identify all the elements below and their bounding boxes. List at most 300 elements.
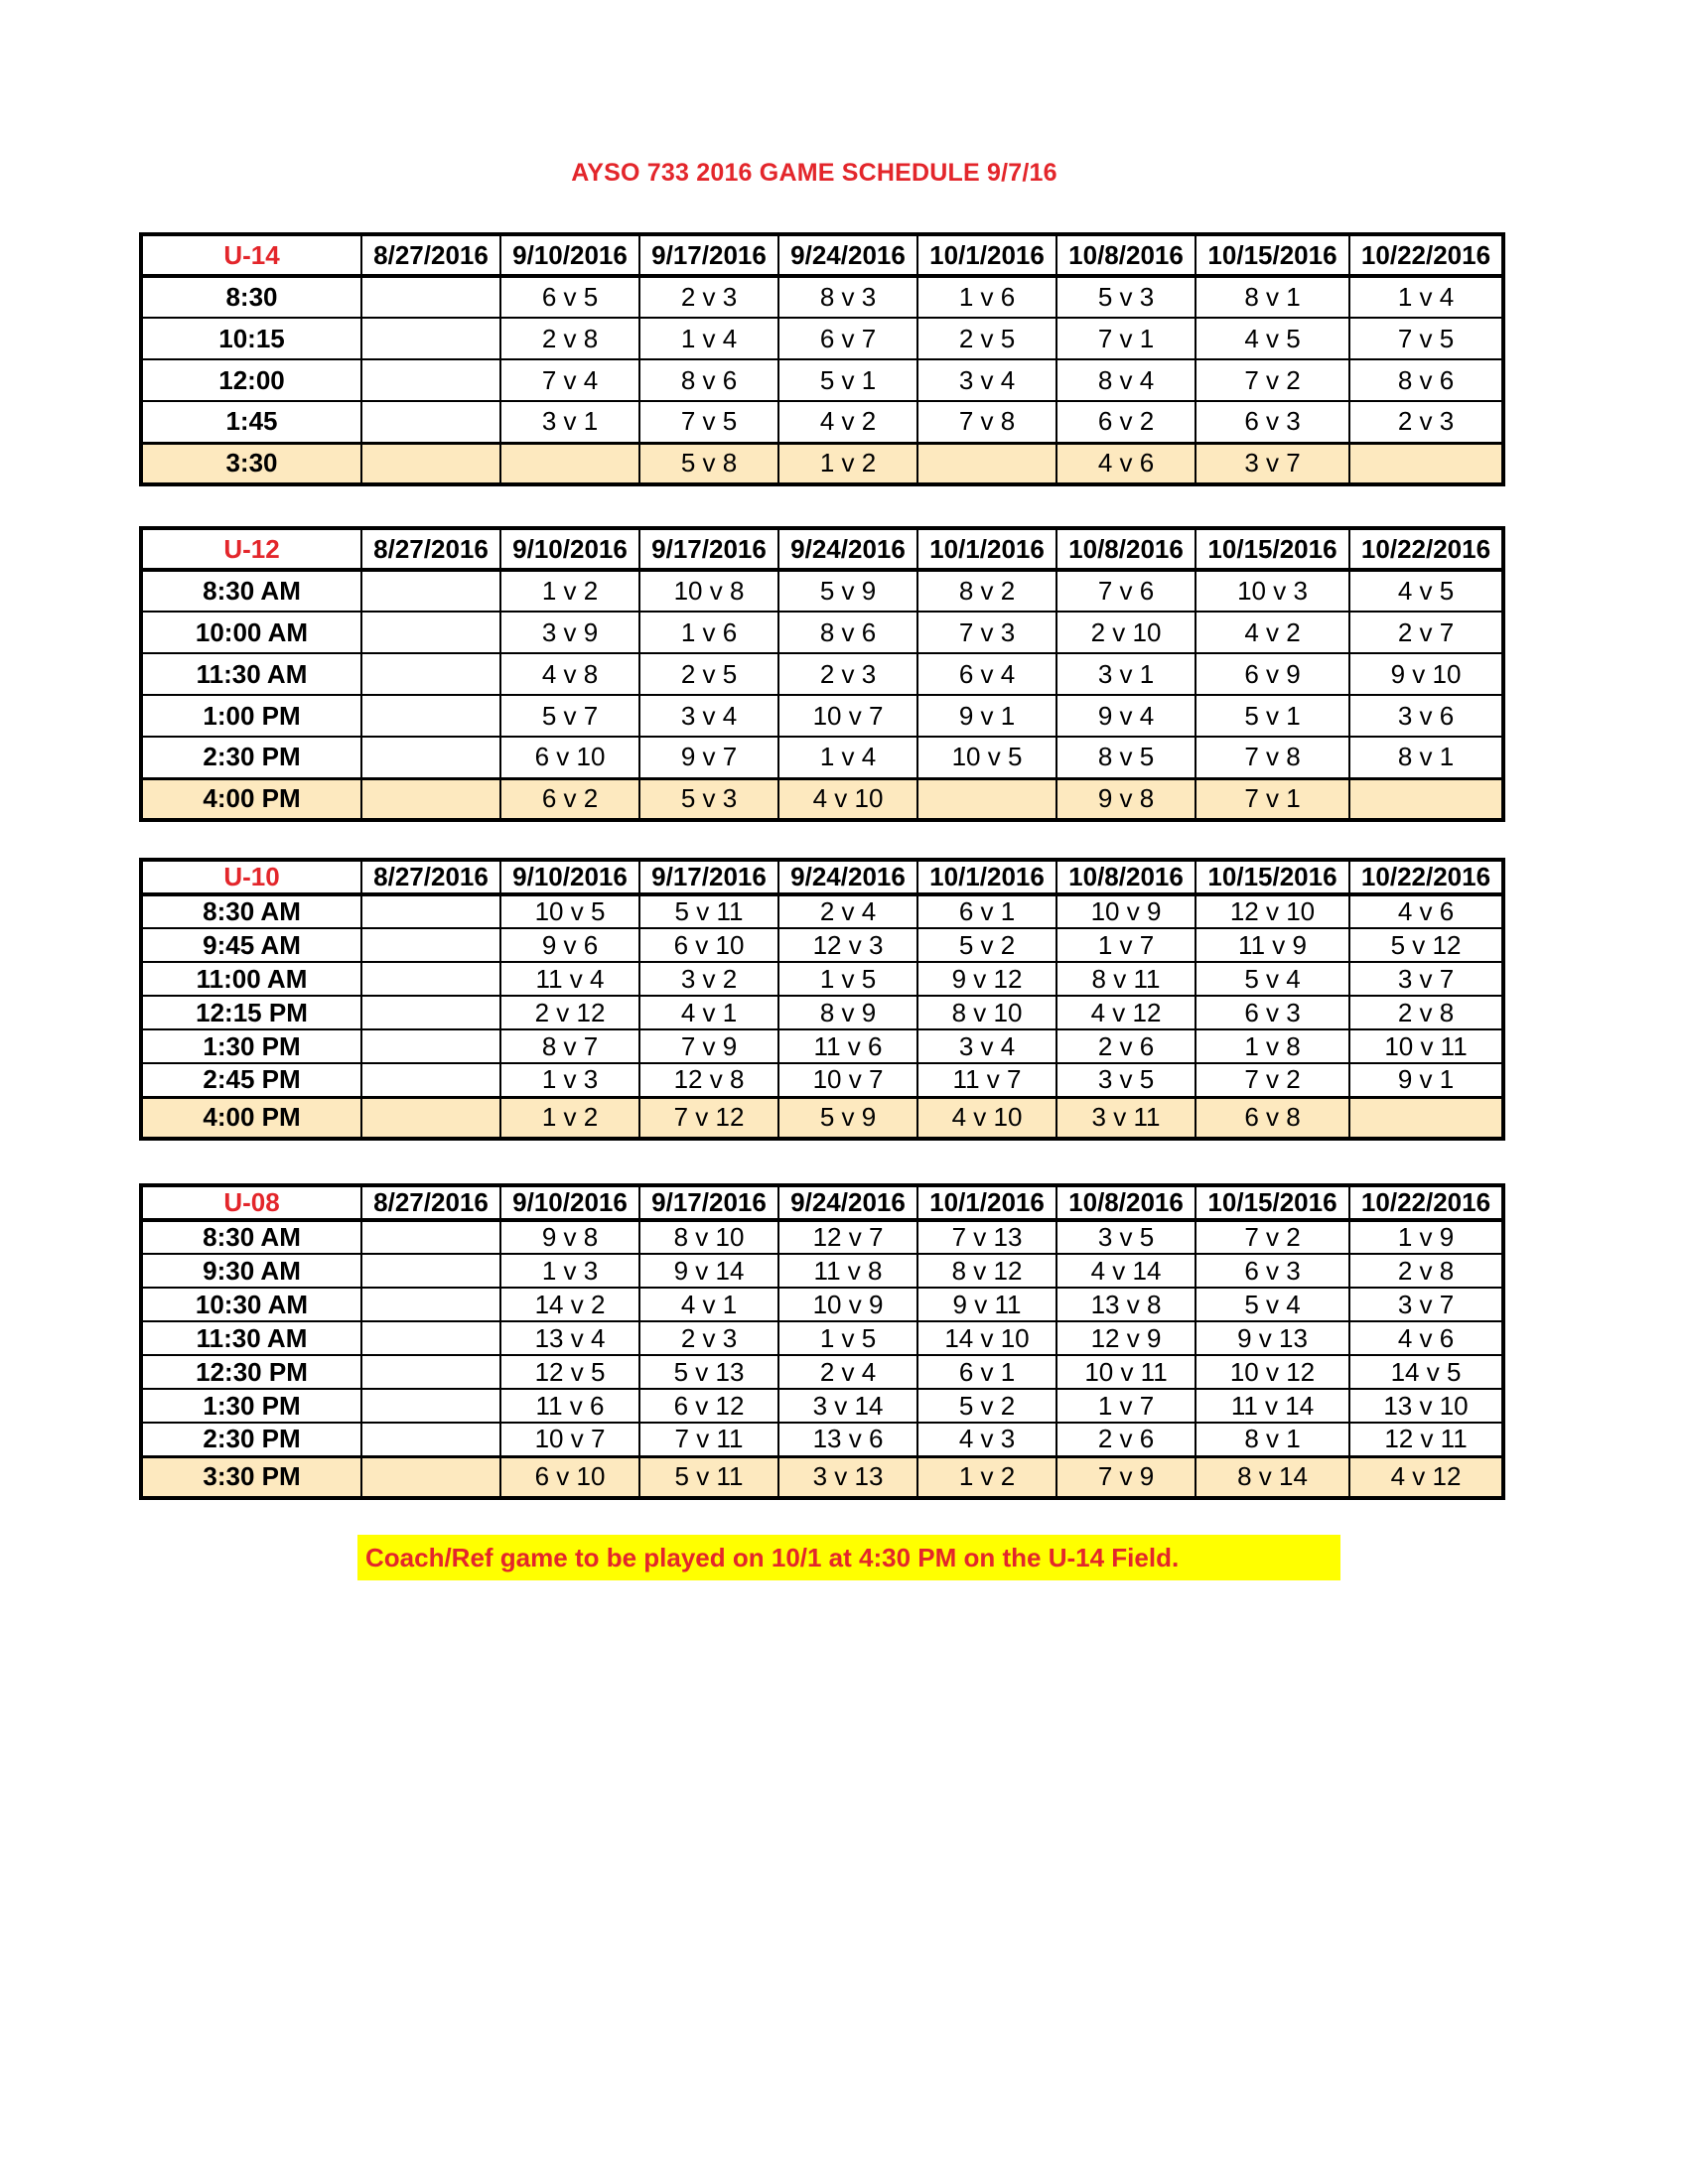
game-cell: 9 v 10 <box>1349 653 1503 695</box>
game-cell: 1 v 6 <box>917 276 1056 318</box>
game-cell: 1 v 3 <box>500 1254 639 1288</box>
game-cell: 5 v 2 <box>917 928 1056 962</box>
game-cell: 10 v 9 <box>778 1288 917 1321</box>
time-slot: 1:30 PM <box>141 1389 361 1423</box>
game-cell: 3 v 9 <box>500 612 639 653</box>
game-cell: 5 v 9 <box>778 570 917 612</box>
table-row <box>141 778 1503 820</box>
date-header: 10/1/2016 <box>917 1185 1056 1220</box>
game-cell <box>361 318 500 359</box>
game-cell: 9 v 13 <box>1196 1321 1349 1355</box>
time-slot: 12:15 PM <box>141 996 361 1029</box>
page-title: AYSO 733 2016 GAME SCHEDULE 9/7/16 <box>571 159 1057 187</box>
game-cell: 1 v 2 <box>500 570 639 612</box>
date-header: 10/15/2016 <box>1196 860 1349 894</box>
game-cell: 6 v 3 <box>1196 1254 1349 1288</box>
game-cell: 11 v 9 <box>1196 928 1349 962</box>
game-cell: 5 v 4 <box>1196 1288 1349 1321</box>
table-row <box>141 612 1503 653</box>
schedule-table-u14 <box>139 232 1505 486</box>
table-row <box>141 962 1503 996</box>
game-cell <box>500 443 639 484</box>
game-cell: 2 v 6 <box>1056 1029 1196 1063</box>
time-slot: 8:30 <box>141 276 361 318</box>
game-cell: 1 v 7 <box>1056 928 1196 962</box>
game-cell: 2 v 3 <box>1349 401 1503 443</box>
game-cell: 2 v 12 <box>500 996 639 1029</box>
schedule-table-u08 <box>139 1183 1505 1500</box>
game-cell: 9 v 11 <box>917 1288 1056 1321</box>
game-cell: 5 v 3 <box>639 778 778 820</box>
date-header: 8/27/2016 <box>361 860 500 894</box>
table-row <box>141 1321 1503 1355</box>
game-cell: 3 v 14 <box>778 1389 917 1423</box>
game-cell: 9 v 14 <box>639 1254 778 1288</box>
time-slot: 1:30 PM <box>141 1029 361 1063</box>
table-row <box>141 695 1503 737</box>
game-cell: 6 v 10 <box>500 737 639 778</box>
game-cell: 12 v 8 <box>639 1063 778 1097</box>
game-cell <box>361 1389 500 1423</box>
date-header: 10/15/2016 <box>1196 1185 1349 1220</box>
game-cell: 1 v 8 <box>1196 1029 1349 1063</box>
date-header: 9/17/2016 <box>639 234 778 276</box>
game-cell: 13 v 4 <box>500 1321 639 1355</box>
game-cell: 2 v 8 <box>500 318 639 359</box>
game-cell <box>361 1097 500 1139</box>
table-row <box>141 1063 1503 1097</box>
game-cell <box>361 359 500 401</box>
game-cell: 1 v 6 <box>639 612 778 653</box>
game-cell: 8 v 1 <box>1349 737 1503 778</box>
game-cell: 5 v 4 <box>1196 962 1349 996</box>
game-cell: 2 v 6 <box>1056 1423 1196 1456</box>
table-row <box>141 401 1503 443</box>
game-cell: 5 v 9 <box>778 1097 917 1139</box>
table-row <box>141 359 1503 401</box>
game-cell: 8 v 14 <box>1196 1456 1349 1498</box>
game-cell: 12 v 7 <box>778 1220 917 1254</box>
game-cell: 3 v 5 <box>1056 1220 1196 1254</box>
time-slot: 1:45 <box>141 401 361 443</box>
game-cell <box>361 1288 500 1321</box>
game-cell <box>361 778 500 820</box>
game-cell: 8 v 9 <box>778 996 917 1029</box>
game-cell: 3 v 7 <box>1349 1288 1503 1321</box>
time-slot: 9:45 AM <box>141 928 361 962</box>
game-cell <box>361 737 500 778</box>
game-cell: 9 v 1 <box>1349 1063 1503 1097</box>
date-header: 9/17/2016 <box>639 528 778 570</box>
game-cell: 3 v 5 <box>1056 1063 1196 1097</box>
game-cell: 6 v 1 <box>917 1355 1056 1389</box>
table-row <box>141 894 1503 928</box>
table-row <box>141 443 1503 484</box>
game-cell: 8 v 4 <box>1056 359 1196 401</box>
game-cell: 2 v 3 <box>778 653 917 695</box>
time-slot: 2:30 PM <box>141 737 361 778</box>
game-cell: 7 v 8 <box>1196 737 1349 778</box>
game-cell: 5 v 8 <box>639 443 778 484</box>
game-cell: 3 v 2 <box>639 962 778 996</box>
date-header: 9/17/2016 <box>639 1185 778 1220</box>
date-header: 10/15/2016 <box>1196 528 1349 570</box>
game-cell: 8 v 12 <box>917 1254 1056 1288</box>
game-cell: 7 v 2 <box>1196 1220 1349 1254</box>
game-cell: 6 v 12 <box>639 1389 778 1423</box>
game-cell: 6 v 2 <box>1056 401 1196 443</box>
game-cell: 5 v 1 <box>1196 695 1349 737</box>
date-header: 10/1/2016 <box>917 234 1056 276</box>
game-cell: 4 v 14 <box>1056 1254 1196 1288</box>
game-cell: 14 v 5 <box>1349 1355 1503 1389</box>
game-cell: 1 v 3 <box>500 1063 639 1097</box>
game-cell: 4 v 8 <box>500 653 639 695</box>
game-cell: 10 v 8 <box>639 570 778 612</box>
date-header: 10/22/2016 <box>1349 234 1503 276</box>
game-cell <box>361 996 500 1029</box>
game-cell: 9 v 6 <box>500 928 639 962</box>
game-cell: 7 v 1 <box>1056 318 1196 359</box>
game-cell: 2 v 10 <box>1056 612 1196 653</box>
game-cell <box>361 443 500 484</box>
game-cell: 10 v 11 <box>1056 1355 1196 1389</box>
game-cell: 1 v 2 <box>500 1097 639 1139</box>
game-cell: 3 v 4 <box>917 359 1056 401</box>
game-cell: 4 v 12 <box>1056 996 1196 1029</box>
game-cell: 1 v 5 <box>778 1321 917 1355</box>
game-cell: 1 v 9 <box>1349 1220 1503 1254</box>
table-row <box>141 737 1503 778</box>
game-cell: 5 v 1 <box>778 359 917 401</box>
game-cell: 12 v 9 <box>1056 1321 1196 1355</box>
game-cell: 13 v 6 <box>778 1423 917 1456</box>
game-cell: 5 v 12 <box>1349 928 1503 962</box>
game-cell: 7 v 9 <box>1056 1456 1196 1498</box>
game-cell: 9 v 1 <box>917 695 1056 737</box>
game-cell: 1 v 7 <box>1056 1389 1196 1423</box>
game-cell: 4 v 5 <box>1349 570 1503 612</box>
game-cell: 10 v 7 <box>778 695 917 737</box>
game-cell: 8 v 10 <box>639 1220 778 1254</box>
time-slot: 4:00 PM <box>141 1097 361 1139</box>
game-cell: 11 v 7 <box>917 1063 1056 1097</box>
game-cell: 8 v 6 <box>639 359 778 401</box>
game-cell: 1 v 4 <box>778 737 917 778</box>
game-cell <box>1349 443 1503 484</box>
table-row <box>141 1288 1503 1321</box>
date-header: 10/15/2016 <box>1196 234 1349 276</box>
age-group-label: U-10 <box>141 860 361 894</box>
game-cell: 3 v 6 <box>1349 695 1503 737</box>
date-header: 8/27/2016 <box>361 1185 500 1220</box>
table-row <box>141 928 1503 962</box>
date-header: 9/24/2016 <box>778 1185 917 1220</box>
game-cell: 8 v 3 <box>778 276 917 318</box>
game-cell: 5 v 11 <box>639 1456 778 1498</box>
table-row <box>141 1220 1503 1254</box>
game-cell: 1 v 2 <box>778 443 917 484</box>
date-header: 10/22/2016 <box>1349 528 1503 570</box>
game-cell: 1 v 2 <box>917 1456 1056 1498</box>
time-slot: 11:00 AM <box>141 962 361 996</box>
game-cell: 10 v 7 <box>778 1063 917 1097</box>
game-cell <box>917 778 1056 820</box>
game-cell: 10 v 3 <box>1196 570 1349 612</box>
header-row <box>141 528 1503 570</box>
game-cell: 8 v 6 <box>1349 359 1503 401</box>
table-row <box>141 1097 1503 1139</box>
date-header: 9/10/2016 <box>500 528 639 570</box>
table-row <box>141 1029 1503 1063</box>
time-slot: 4:00 PM <box>141 778 361 820</box>
date-header: 10/22/2016 <box>1349 1185 1503 1220</box>
game-cell: 3 v 4 <box>639 695 778 737</box>
table-row <box>141 1423 1503 1456</box>
table-row <box>141 1254 1503 1288</box>
time-slot: 8:30 AM <box>141 894 361 928</box>
game-cell: 9 v 12 <box>917 962 1056 996</box>
game-cell: 3 v 1 <box>500 401 639 443</box>
date-header: 9/17/2016 <box>639 860 778 894</box>
game-cell: 8 v 1 <box>1196 1423 1349 1456</box>
game-cell: 2 v 8 <box>1349 996 1503 1029</box>
game-cell: 10 v 5 <box>917 737 1056 778</box>
game-cell: 9 v 4 <box>1056 695 1196 737</box>
table-row <box>141 653 1503 695</box>
date-header: 9/24/2016 <box>778 860 917 894</box>
game-cell: 10 v 5 <box>500 894 639 928</box>
game-cell: 12 v 3 <box>778 928 917 962</box>
game-cell: 6 v 2 <box>500 778 639 820</box>
table-row <box>141 318 1503 359</box>
game-cell: 4 v 6 <box>1056 443 1196 484</box>
game-cell: 4 v 6 <box>1349 1321 1503 1355</box>
game-cell: 3 v 1 <box>1056 653 1196 695</box>
game-cell <box>361 928 500 962</box>
game-cell: 7 v 12 <box>639 1097 778 1139</box>
game-cell <box>361 1220 500 1254</box>
table-row <box>141 1389 1503 1423</box>
game-cell: 1 v 4 <box>1349 276 1503 318</box>
game-cell: 4 v 10 <box>917 1097 1056 1139</box>
game-cell: 6 v 9 <box>1196 653 1349 695</box>
game-cell <box>361 695 500 737</box>
date-header: 10/1/2016 <box>917 528 1056 570</box>
game-cell: 6 v 1 <box>917 894 1056 928</box>
time-slot: 12:30 PM <box>141 1355 361 1389</box>
game-cell: 10 v 9 <box>1056 894 1196 928</box>
game-cell: 9 v 8 <box>1056 778 1196 820</box>
game-cell: 4 v 3 <box>917 1423 1056 1456</box>
game-cell <box>361 1029 500 1063</box>
game-cell: 6 v 10 <box>639 928 778 962</box>
game-cell: 2 v 7 <box>1349 612 1503 653</box>
game-cell: 10 v 7 <box>500 1423 639 1456</box>
game-cell <box>1349 778 1503 820</box>
game-cell: 3 v 11 <box>1056 1097 1196 1139</box>
game-cell: 4 v 1 <box>639 996 778 1029</box>
game-cell: 7 v 5 <box>1349 318 1503 359</box>
game-cell: 6 v 5 <box>500 276 639 318</box>
time-slot: 8:30 AM <box>141 1220 361 1254</box>
game-cell: 4 v 2 <box>778 401 917 443</box>
game-cell: 8 v 2 <box>917 570 1056 612</box>
game-cell: 3 v 7 <box>1196 443 1349 484</box>
date-header: 9/10/2016 <box>500 234 639 276</box>
game-cell: 1 v 4 <box>639 318 778 359</box>
game-cell: 4 v 5 <box>1196 318 1349 359</box>
time-slot: 3:30 <box>141 443 361 484</box>
game-cell <box>361 612 500 653</box>
game-cell: 6 v 8 <box>1196 1097 1349 1139</box>
game-cell <box>917 443 1056 484</box>
date-header: 10/1/2016 <box>917 860 1056 894</box>
game-cell: 5 v 7 <box>500 695 639 737</box>
game-cell <box>361 1423 500 1456</box>
game-cell: 7 v 13 <box>917 1220 1056 1254</box>
game-cell: 14 v 10 <box>917 1321 1056 1355</box>
game-cell <box>361 653 500 695</box>
game-cell: 9 v 7 <box>639 737 778 778</box>
game-cell: 2 v 3 <box>639 1321 778 1355</box>
age-group-label: U-12 <box>141 528 361 570</box>
game-cell: 7 v 8 <box>917 401 1056 443</box>
game-cell: 6 v 3 <box>1196 401 1349 443</box>
game-cell: 8 v 10 <box>917 996 1056 1029</box>
game-cell: 7 v 9 <box>639 1029 778 1063</box>
game-cell: 3 v 7 <box>1349 962 1503 996</box>
schedule-table-u10 <box>139 858 1505 1141</box>
game-cell: 2 v 4 <box>778 894 917 928</box>
time-slot: 12:00 <box>141 359 361 401</box>
game-cell: 6 v 3 <box>1196 996 1349 1029</box>
game-cell: 12 v 10 <box>1196 894 1349 928</box>
coach-ref-note: Coach/Ref game to be played on 10/1 at 4:30 PM on the U-14 Field. <box>357 1535 1340 1580</box>
time-slot: 8:30 AM <box>141 570 361 612</box>
game-cell: 5 v 3 <box>1056 276 1196 318</box>
time-slot: 10:00 AM <box>141 612 361 653</box>
game-cell: 8 v 1 <box>1196 276 1349 318</box>
game-cell: 7 v 2 <box>1196 1063 1349 1097</box>
game-cell <box>361 276 500 318</box>
table-row <box>141 996 1503 1029</box>
game-cell: 11 v 6 <box>778 1029 917 1063</box>
date-header: 10/8/2016 <box>1056 1185 1196 1220</box>
game-cell: 11 v 8 <box>778 1254 917 1288</box>
age-group-label: U-14 <box>141 234 361 276</box>
game-cell: 8 v 5 <box>1056 737 1196 778</box>
game-cell: 2 v 5 <box>639 653 778 695</box>
game-cell: 7 v 6 <box>1056 570 1196 612</box>
game-cell: 7 v 4 <box>500 359 639 401</box>
date-header: 8/27/2016 <box>361 234 500 276</box>
game-cell: 11 v 4 <box>500 962 639 996</box>
game-cell: 10 v 12 <box>1196 1355 1349 1389</box>
game-cell: 5 v 13 <box>639 1355 778 1389</box>
date-header: 9/10/2016 <box>500 860 639 894</box>
game-cell <box>361 1321 500 1355</box>
table-row <box>141 276 1503 318</box>
time-slot: 11:30 AM <box>141 653 361 695</box>
game-cell: 7 v 3 <box>917 612 1056 653</box>
game-cell: 8 v 7 <box>500 1029 639 1063</box>
age-group-label: U-08 <box>141 1185 361 1220</box>
game-cell <box>361 894 500 928</box>
game-cell: 10 v 11 <box>1349 1029 1503 1063</box>
header-row <box>141 1185 1503 1220</box>
game-cell: 13 v 10 <box>1349 1389 1503 1423</box>
game-cell: 9 v 8 <box>500 1220 639 1254</box>
game-cell: 4 v 1 <box>639 1288 778 1321</box>
table-row <box>141 1355 1503 1389</box>
game-cell: 4 v 2 <box>1196 612 1349 653</box>
game-cell <box>361 1456 500 1498</box>
game-cell <box>361 1063 500 1097</box>
game-cell: 2 v 4 <box>778 1355 917 1389</box>
game-cell: 12 v 5 <box>500 1355 639 1389</box>
header-row <box>141 860 1503 894</box>
game-cell: 4 v 12 <box>1349 1456 1503 1498</box>
game-cell: 7 v 5 <box>639 401 778 443</box>
game-cell: 2 v 3 <box>639 276 778 318</box>
game-cell <box>361 570 500 612</box>
time-slot: 11:30 AM <box>141 1321 361 1355</box>
game-cell: 5 v 2 <box>917 1389 1056 1423</box>
game-cell: 13 v 8 <box>1056 1288 1196 1321</box>
date-header: 9/24/2016 <box>778 528 917 570</box>
time-slot: 3:30 PM <box>141 1456 361 1498</box>
time-slot: 2:45 PM <box>141 1063 361 1097</box>
table-row <box>141 570 1503 612</box>
game-cell: 12 v 11 <box>1349 1423 1503 1456</box>
game-cell <box>361 962 500 996</box>
game-cell <box>361 1355 500 1389</box>
schedule-table-u12 <box>139 526 1505 822</box>
game-cell: 14 v 2 <box>500 1288 639 1321</box>
game-cell: 2 v 8 <box>1349 1254 1503 1288</box>
game-cell <box>361 401 500 443</box>
time-slot: 9:30 AM <box>141 1254 361 1288</box>
game-cell: 4 v 10 <box>778 778 917 820</box>
game-cell: 6 v 4 <box>917 653 1056 695</box>
game-cell: 6 v 7 <box>778 318 917 359</box>
game-cell: 2 v 5 <box>917 318 1056 359</box>
date-header: 10/8/2016 <box>1056 528 1196 570</box>
game-cell: 7 v 1 <box>1196 778 1349 820</box>
time-slot: 2:30 PM <box>141 1423 361 1456</box>
game-cell: 3 v 13 <box>778 1456 917 1498</box>
game-cell: 6 v 10 <box>500 1456 639 1498</box>
game-cell <box>1349 1097 1503 1139</box>
game-cell: 8 v 6 <box>778 612 917 653</box>
time-slot: 1:00 PM <box>141 695 361 737</box>
game-cell: 1 v 5 <box>778 962 917 996</box>
game-cell: 11 v 6 <box>500 1389 639 1423</box>
game-cell: 5 v 11 <box>639 894 778 928</box>
date-header: 10/8/2016 <box>1056 234 1196 276</box>
table-row <box>141 1456 1503 1498</box>
game-cell: 8 v 11 <box>1056 962 1196 996</box>
date-header: 8/27/2016 <box>361 528 500 570</box>
header-row <box>141 234 1503 276</box>
time-slot: 10:15 <box>141 318 361 359</box>
date-header: 9/24/2016 <box>778 234 917 276</box>
game-cell: 7 v 2 <box>1196 359 1349 401</box>
game-cell: 11 v 14 <box>1196 1389 1349 1423</box>
date-header: 10/22/2016 <box>1349 860 1503 894</box>
time-slot: 10:30 AM <box>141 1288 361 1321</box>
